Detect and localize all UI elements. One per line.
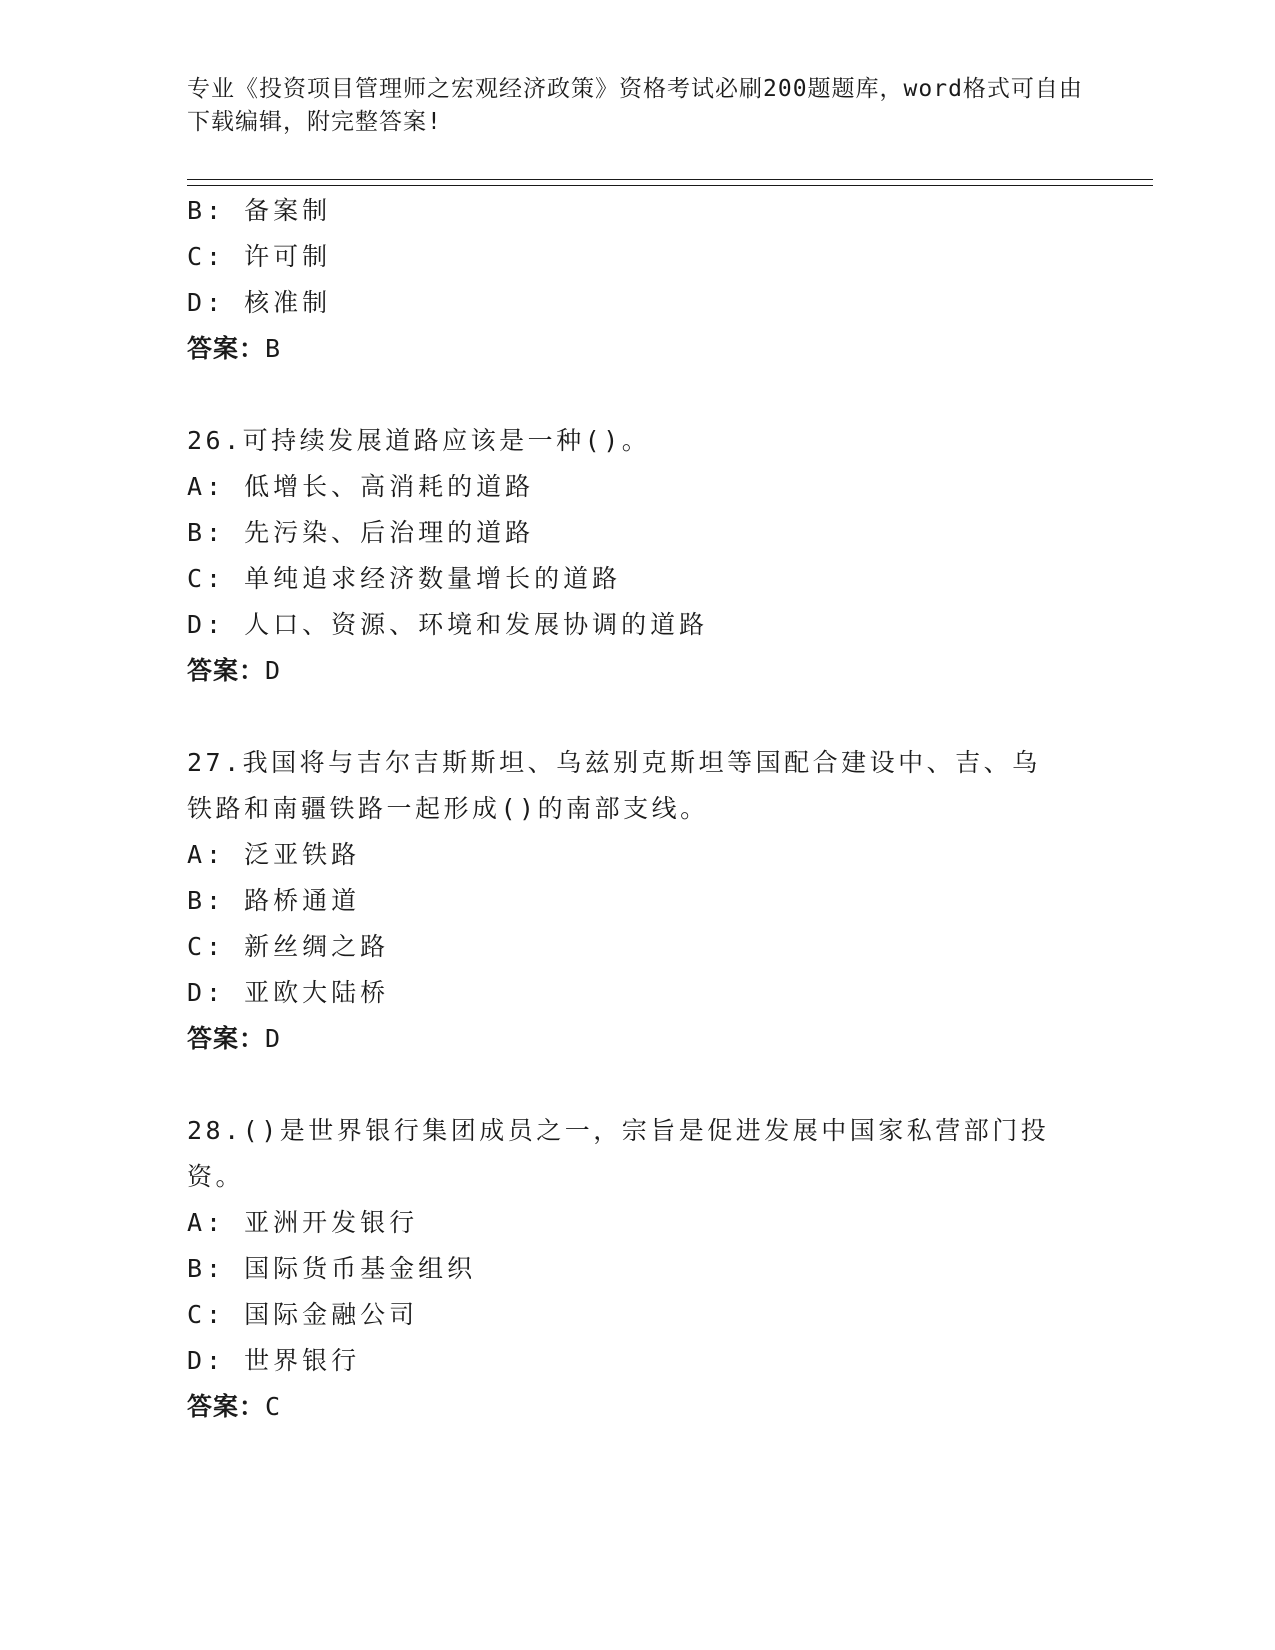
option-a: A: 泛亚铁路 [187, 840, 361, 869]
answer-label: 答案： [187, 1392, 266, 1421]
answer-label: 答案： [187, 656, 266, 685]
header-title: 专业《投资项目管理师之宏观经济政策》资格考试必刷200题题库，word格式可自由下载编辑，附完整答案! [187, 76, 1083, 135]
option-b: B: 路桥通道 [187, 886, 361, 915]
question-stem: 27.我国将与吉尔吉斯斯坦、乌兹别克斯坦等国配合建设中、吉、乌铁路和南疆铁路一起形成()的南部支线。 [187, 748, 1041, 823]
option-c: C: 许可制 [187, 242, 332, 271]
answer-value: D [265, 1024, 282, 1053]
answer-value: B [265, 334, 282, 363]
option-b: B: 先污染、后治理的道路 [187, 518, 535, 547]
answer-value: D [265, 656, 282, 685]
answer-label: 答案： [187, 1024, 266, 1053]
option-d: D: 亚欧大陆桥 [187, 978, 390, 1007]
question-block-26 [187, 418, 1087, 694]
question-stem: 28.()是世界银行集团成员之一，宗旨是促进发展中国家私营部门投资。 [187, 1116, 1050, 1191]
option-b: B: 国际货币基金组织 [187, 1254, 477, 1283]
question-block-25 [187, 188, 1087, 372]
answer-label: 答案： [187, 334, 266, 363]
question-block-28 [187, 1108, 1087, 1430]
document-header [187, 73, 1087, 139]
question-stem: 26.可持续发展道路应该是一种()。 [187, 426, 651, 455]
answer-line [187, 1384, 1087, 1430]
answer-line [187, 1016, 1087, 1062]
header-divider [187, 179, 1153, 186]
answer-value: C [265, 1392, 282, 1421]
answer-line [187, 326, 1087, 372]
option-c: C: 国际金融公司 [187, 1300, 419, 1329]
option-d: D: 人口、资源、环境和发展协调的道路 [187, 610, 709, 639]
question-list [187, 188, 1087, 1430]
option-a: A: 低增长、高消耗的道路 [187, 472, 535, 501]
option-d: D: 核准制 [187, 288, 332, 317]
option-c: C: 新丝绸之路 [187, 932, 390, 961]
answer-line [187, 648, 1087, 694]
option-a: A: 亚洲开发银行 [187, 1208, 419, 1237]
option-c: C: 单纯追求经济数量增长的道路 [187, 564, 622, 593]
question-block-27 [187, 740, 1087, 1062]
option-d: D: 世界银行 [187, 1346, 361, 1375]
option-b: B: 备案制 [187, 196, 332, 225]
